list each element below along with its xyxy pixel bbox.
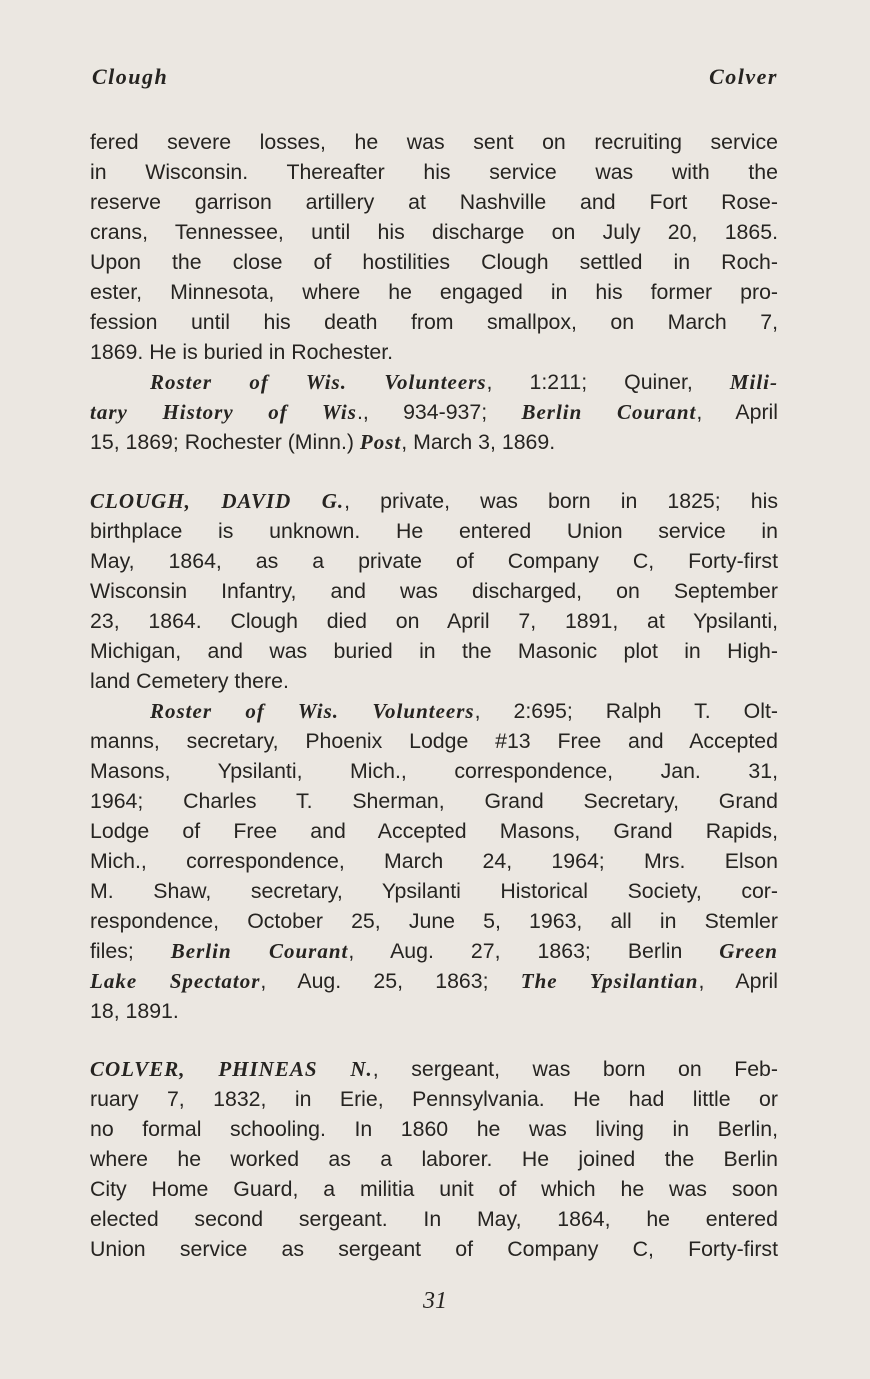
entry-name: COLVER, PHINEAS N. bbox=[90, 1057, 373, 1081]
source-line: Masons, Ypsilanti, Mich., correspondence, Jan. 31, bbox=[90, 759, 778, 783]
running-head-right: Colver bbox=[709, 64, 778, 89]
text-line: no formal schooling. In 1860 he was living in Berlin, bbox=[90, 1117, 778, 1141]
text-line: Michigan, and was buried in the Masonic plot in High- bbox=[90, 639, 778, 663]
text-line: land Cemetery there. bbox=[90, 669, 289, 693]
text-line: 23, 1864. Clough died on April 7, 1891, at Ypsilanti, bbox=[90, 609, 778, 633]
text-line: reserve garrison artillery at Nashville and Fort Rose- bbox=[90, 190, 778, 214]
source-line: tary History of Wis., 934-937; Berlin Courant, April bbox=[90, 400, 778, 424]
text-line: crans, Tennessee, until his discharge on July 20, 1865. bbox=[90, 220, 778, 244]
text-line: fered severe losses, he was sent on recruiting service bbox=[90, 130, 778, 154]
source-line: 18, 1891. bbox=[90, 999, 179, 1023]
text-line: ruary 7, 1832, in Erie, Pennsylvania. He had little or bbox=[90, 1087, 778, 1111]
text-line: in Wisconsin. Thereafter his service was with the bbox=[90, 160, 778, 184]
source-line: Lodge of Free and Accepted Masons, Grand Rapids, bbox=[90, 819, 778, 843]
source-line: 1964; Charles T. Sherman, Grand Secretary, Grand bbox=[90, 789, 778, 813]
page-number: 31 bbox=[423, 1288, 447, 1314]
text-line: Upon the close of hostilities Clough settled in Roch- bbox=[90, 250, 778, 274]
source-line: respondence, October 25, June 5, 1963, all in Stemler bbox=[90, 909, 778, 933]
text-line: CLOUGH, DAVID G., private, was born in 1825; his bbox=[90, 489, 778, 513]
text-line: May, 1864, as a private of Company C, Forty-first bbox=[90, 549, 778, 573]
text-line: Wisconsin Infantry, and was discharged, on September bbox=[90, 579, 778, 603]
source-line: M. Shaw, secretary, Ypsilanti Historical Society, cor- bbox=[90, 879, 778, 903]
source-line: files; Berlin Courant, Aug. 27, 1863; Berlin Green bbox=[90, 939, 778, 963]
source-line: manns, secretary, Phoenix Lodge #13 Free and Accepted bbox=[90, 729, 778, 753]
text-line: City Home Guard, a militia unit of which he was soon bbox=[90, 1177, 778, 1201]
text-line: fession until his death from smallpox, on March 7, bbox=[90, 310, 778, 334]
text-line: COLVER, PHINEAS N., sergeant, was born on Feb- bbox=[90, 1057, 778, 1081]
text-line: elected second sergeant. In May, 1864, he entered bbox=[90, 1207, 778, 1231]
source-line: Mich., correspondence, March 24, 1964; Mrs. Elson bbox=[90, 849, 778, 873]
text-line: 1869. He is buried in Rochester. bbox=[90, 340, 394, 364]
entry-name: CLOUGH, DAVID G. bbox=[90, 489, 345, 513]
text-line: ester, Minnesota, where he engaged in his former pro- bbox=[90, 280, 778, 304]
text-line: where he worked as a laborer. He joined the Berlin bbox=[90, 1147, 778, 1171]
text-line: Union service as sergeant of Company C, Forty-first bbox=[90, 1237, 778, 1261]
source-line: Lake Spectator, Aug. 25, 1863; The Ypsilantian, April bbox=[90, 969, 779, 993]
source-line: Roster of Wis. Volunteers, 1:211; Quiner, Mili- bbox=[150, 370, 779, 394]
source-line: Roster of Wis. Volunteers, 2:695; Ralph T. Olt- bbox=[150, 699, 778, 723]
text-line: birthplace is unknown. He entered Union service in bbox=[90, 519, 778, 543]
running-head-left: Clough bbox=[92, 64, 169, 89]
source-line: 15, 1869; Rochester (Minn.) Post, March 3, 1869. bbox=[90, 430, 556, 454]
